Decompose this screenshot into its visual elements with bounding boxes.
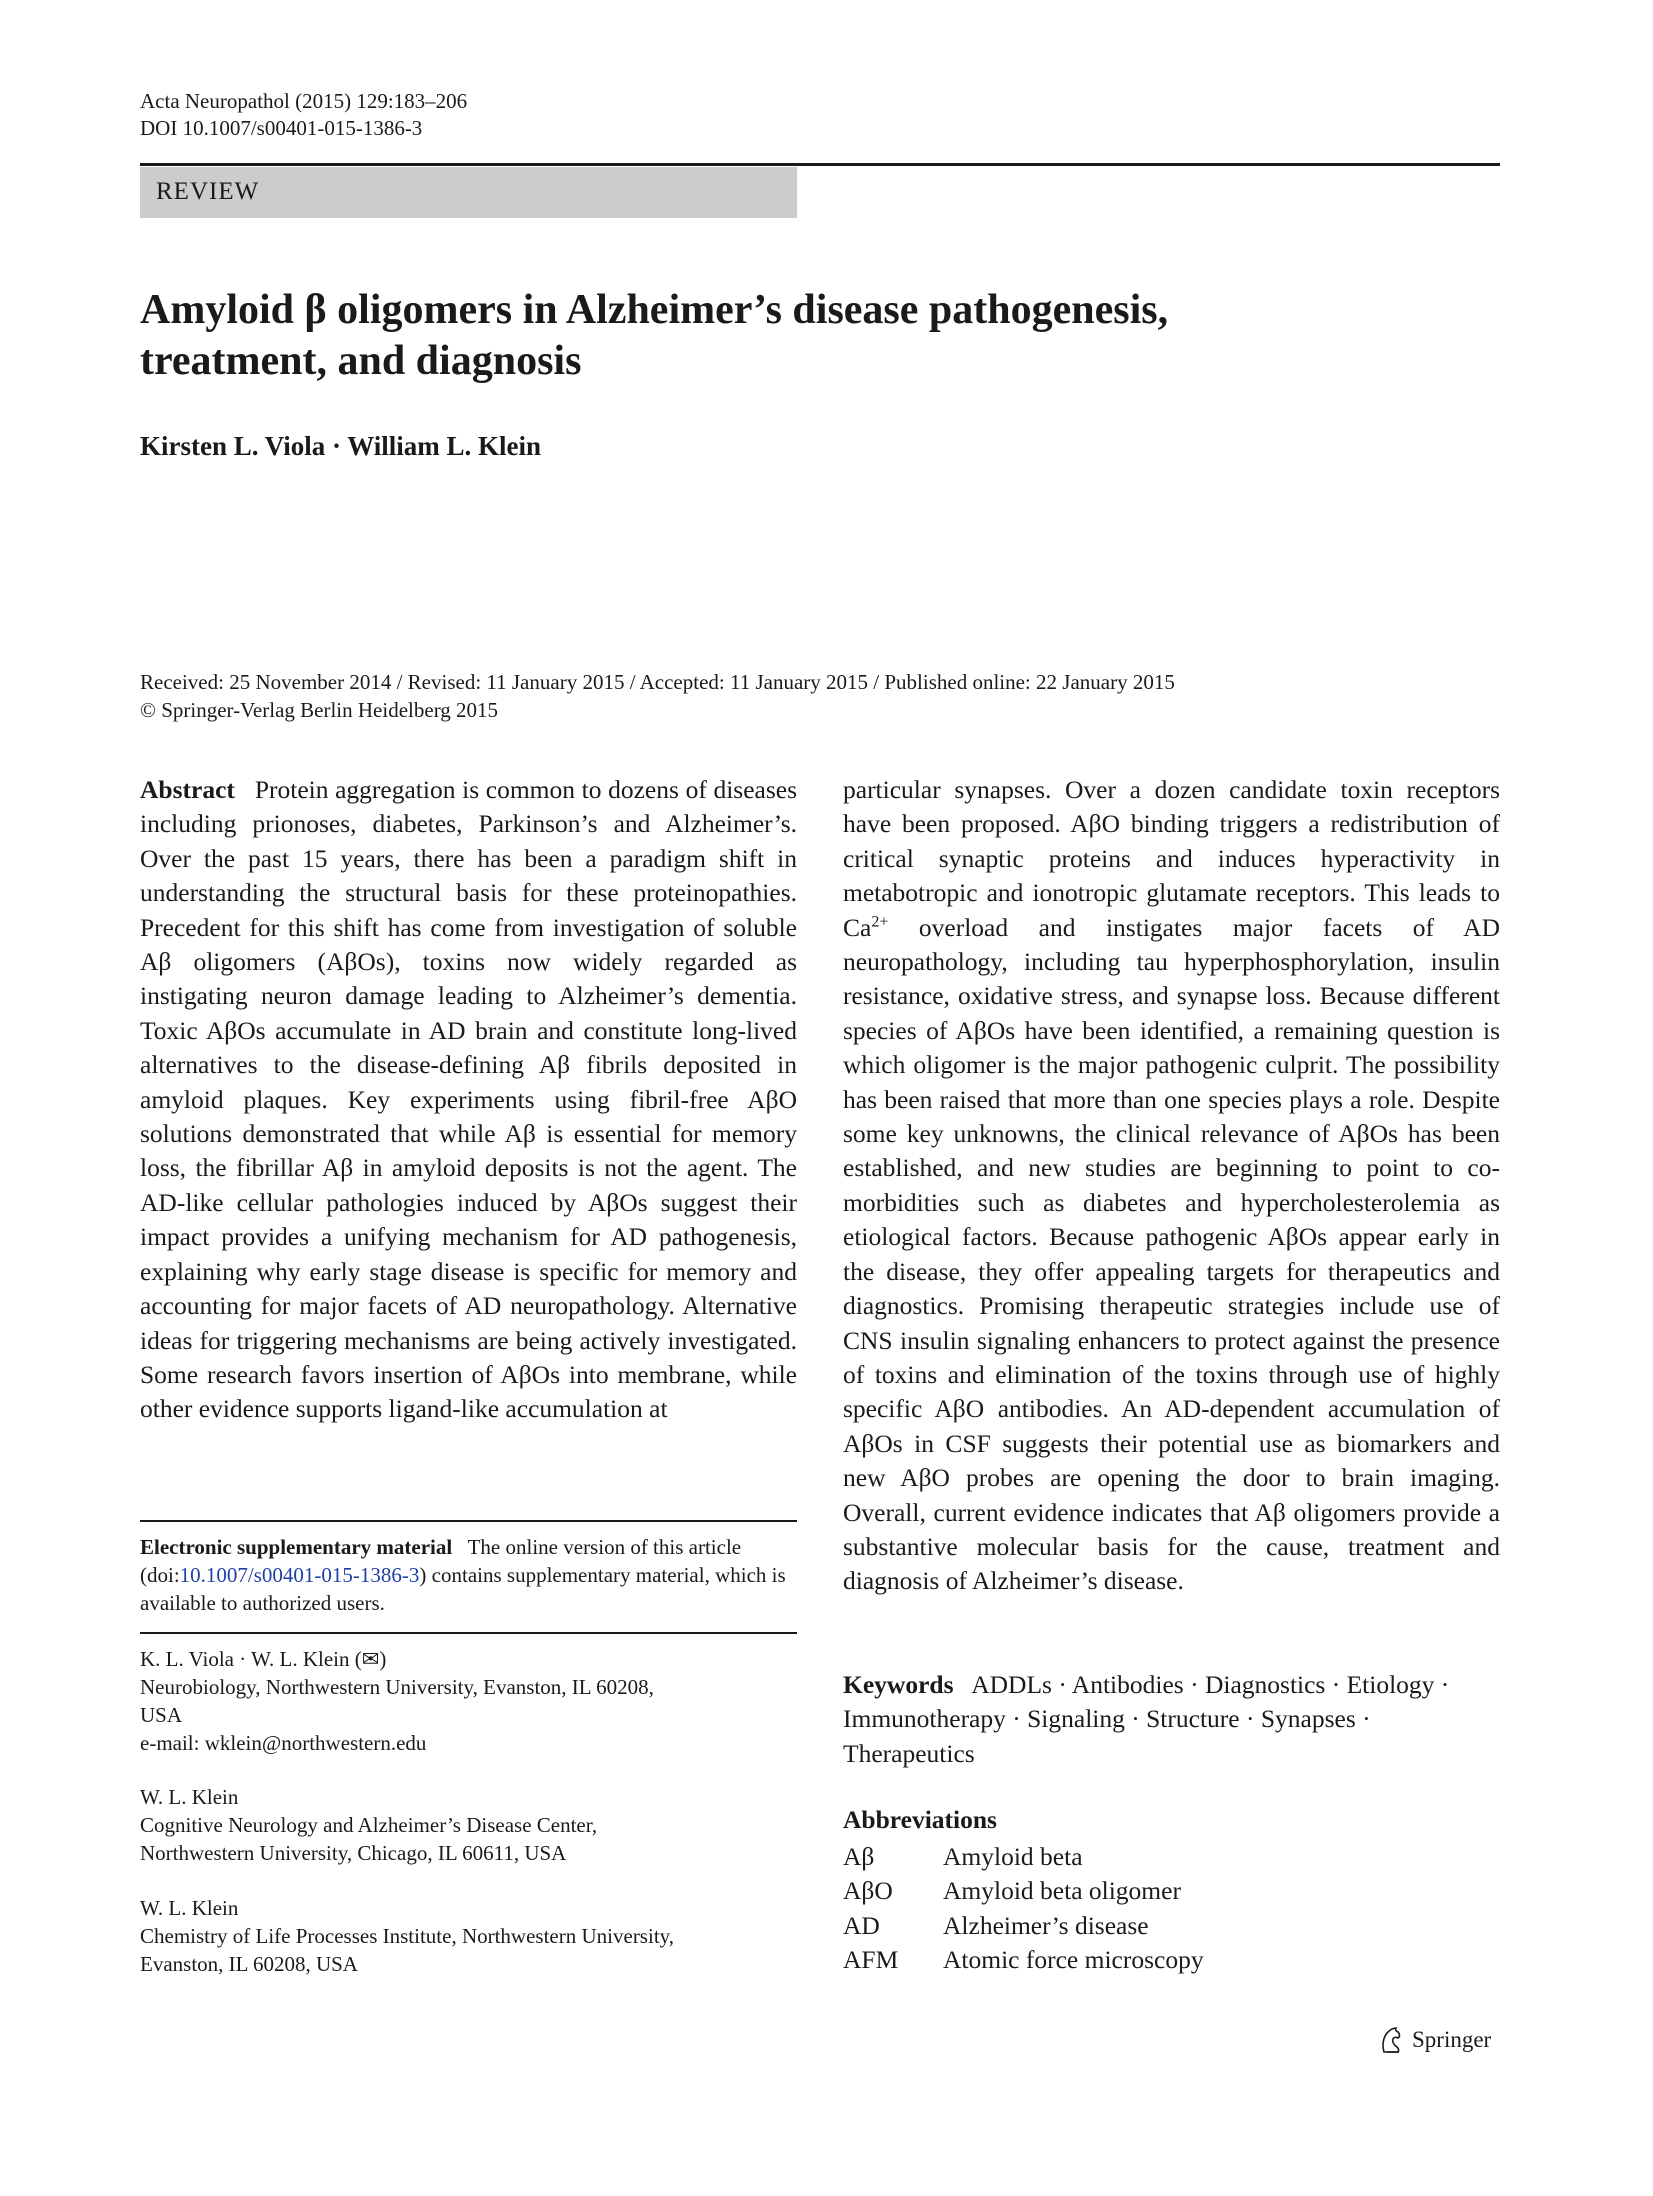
keywords-heading: Keywords: [843, 1670, 954, 1699]
abstract-text-right-b: overload and instigates major facets of AD neuropathology, including tau hyperphosphorylation, insulin resistance, oxidative stress, and synapse loss. Because different species of AβOs have been identified, a remaining question is which oligomer is the major pathogenic culprit. The possibility has been raised that more than one species plays a role. Despite some key unknowns, the clinical relevance of AβOs has been established, and new studies are beginning to point to co-morbidities such as diabetes and hypercholesterolemia as etiological factors. Because pathogenic AβOs appear early in the disease, they offer appealing targets for therapeutics and diagnostics. Promising therapeutic strategies include use of CNS insulin signaling enhancers to protect against the presence of toxins and elimination of the toxins through use of highly specific AβO antibodies. An AD-dependent accumulation of AβOs in CSF suggests their potential use as biomarkers and new AβO probes are opening the door to brain imaging. Overall, current evidence indicates that Aβ oligomers provide a substantive molecular basis for the cause, treatment and diagnosis of Alzheimer’s disease.: [843, 912, 1500, 1596]
supplementary-material-note: [140, 1533, 797, 1617]
article-title: [140, 285, 1440, 387]
abbreviation-row: [843, 1943, 1204, 1977]
title-line-2: treatment, and diagnosis: [140, 338, 582, 384]
publisher-logo: [1378, 2025, 1491, 2055]
affiliation-authors: W. L. Klein: [140, 1896, 239, 1920]
abbreviations-list: [843, 1840, 1204, 1978]
esm-text-b: ) contains supplementary material, which is available to authorized users.: [140, 1563, 786, 1615]
abstract-text-left: Protein aggregation is common to dozens of diseases including prionoses, diabetes, Parkinson’s and Alzheimer’s. Over the past 15 years, there has been a paradigm shift in understanding the structural basis for these proteinopathies. Precedent for this shift has come from investigation of soluble Aβ oligomers (AβOs), toxins now widely regarded as instigating neuron damage leading to Alzheimer’s dementia. Toxic AβOs accumulate in AD brain and constitute long-lived alternatives to the disease-defining Aβ fibrils deposited in amyloid plaques. Key experiments using fibril-free AβO solutions demonstrated that while Aβ is essential for memory loss, the fibrillar Aβ in amyloid deposits is not the agent. The AD-like cellular pathologies induced by AβOs suggest their impact provides a unifying mechanism for AD pathogenesis, explaining why early stage disease is specific for memory and accounting for major facets of AD neuropathology. Alternative ideas for triggering mechanisms are being actively investigated. Some research favors insertion of AβOs into membrane, while other evidence supports ligand-like accumulation at: [140, 775, 798, 1424]
affiliation-email[interactable]: e-mail: wklein@northwestern.edu: [140, 1731, 427, 1755]
section-label-bar: [140, 167, 797, 218]
affiliation-line: Evanston, IL 60208, USA: [140, 1952, 358, 1976]
abbreviation-definition: Amyloid beta oligomer: [943, 1876, 1181, 1906]
journal-citation: Acta Neuropathol (2015) 129:183–206: [140, 89, 468, 113]
abbreviations-heading: Abbreviations: [843, 1805, 997, 1834]
footnote-rule-top: [140, 1520, 797, 1522]
springer-horse-icon: [1378, 2025, 1404, 2055]
esm-text-a: The online version of this article (doi:: [140, 1535, 742, 1587]
article-dates: [140, 668, 1520, 724]
affiliation-authors: W. L. Klein: [140, 1785, 239, 1809]
abbreviation-definition: Alzheimer’s disease: [943, 1910, 1149, 1940]
abstract-right-column: [843, 773, 1500, 1599]
abbreviation-term: AFM: [843, 1945, 899, 1975]
affiliation-line: Neurobiology, Northwestern University, Evanston, IL 60208,: [140, 1675, 654, 1699]
affiliation-line: Chemistry of Life Processes Institute, Northwestern University,: [140, 1924, 675, 1948]
journal-header: [140, 88, 467, 142]
authors: Kirsten L. Viola · William L. Klein: [140, 431, 542, 461]
footnote-rule-bottom: [140, 1632, 797, 1634]
affiliation-block: [140, 1894, 797, 1978]
copyright: © Springer-Verlag Berlin Heidelberg 2015: [140, 698, 499, 722]
abbreviation-term: AβO: [843, 1876, 893, 1906]
affiliation-line: Cognitive Neurology and Alzheimer’s Disease Center,: [140, 1813, 598, 1837]
keywords-text: ADDLs · Antibodies · Diagnostics · Etiology · Immunotherapy · Signaling · Structure · Synapses · Therapeutics: [843, 1670, 1450, 1768]
history-dates: Received: 25 November 2014 / Revised: 11 January 2015 / Accepted: 11 January 2015 / Published online: 22 January 2015: [140, 670, 1175, 694]
esm-heading: Electronic supplementary material: [140, 1535, 453, 1559]
abbreviation-row: [843, 1909, 1204, 1943]
header-rule: [140, 163, 1500, 166]
affiliation-line: Northwestern University, Chicago, IL 60611, USA: [140, 1841, 567, 1865]
affiliation-block: [140, 1645, 797, 1757]
abstract-heading: Abstract: [140, 775, 235, 804]
esm-doi-link[interactable]: 10.1007/s00401-015-1386-3: [179, 1563, 420, 1587]
title-line-1: Amyloid β oligomers in Alzheimer’s disease pathogenesis,: [140, 287, 1169, 333]
abstract-text-right-a: particular synapses. Over a dozen candidate toxin receptors have been proposed. AβO binding triggers a redistribution of critical synaptic proteins and induces hyperactivity in metabotropic and ionotropic glutamate receptors. This leads to Ca: [843, 775, 1500, 942]
abstract-left-column: [140, 773, 797, 1427]
publisher-name: Springer: [1412, 2027, 1492, 2052]
abbreviation-definition: Amyloid beta: [943, 1842, 1083, 1871]
journal-doi: DOI 10.1007/s00401-015-1386-3: [140, 116, 423, 140]
affiliation-line: USA: [140, 1703, 183, 1727]
affiliation-authors: K. L. Viola · W. L. Klein (✉): [140, 1647, 387, 1671]
abbreviation-definition: Atomic force microscopy: [943, 1945, 1204, 1975]
abbreviation-row: [843, 1874, 1204, 1908]
calcium-charge: 2+: [871, 913, 889, 931]
keywords: [843, 1668, 1500, 1771]
section-label: REVIEW: [156, 178, 260, 205]
abbreviation-row: [843, 1840, 1204, 1874]
abbreviation-term: AD: [843, 1910, 880, 1940]
affiliation-block: [140, 1783, 797, 1867]
abbreviation-term: Aβ: [843, 1842, 875, 1871]
